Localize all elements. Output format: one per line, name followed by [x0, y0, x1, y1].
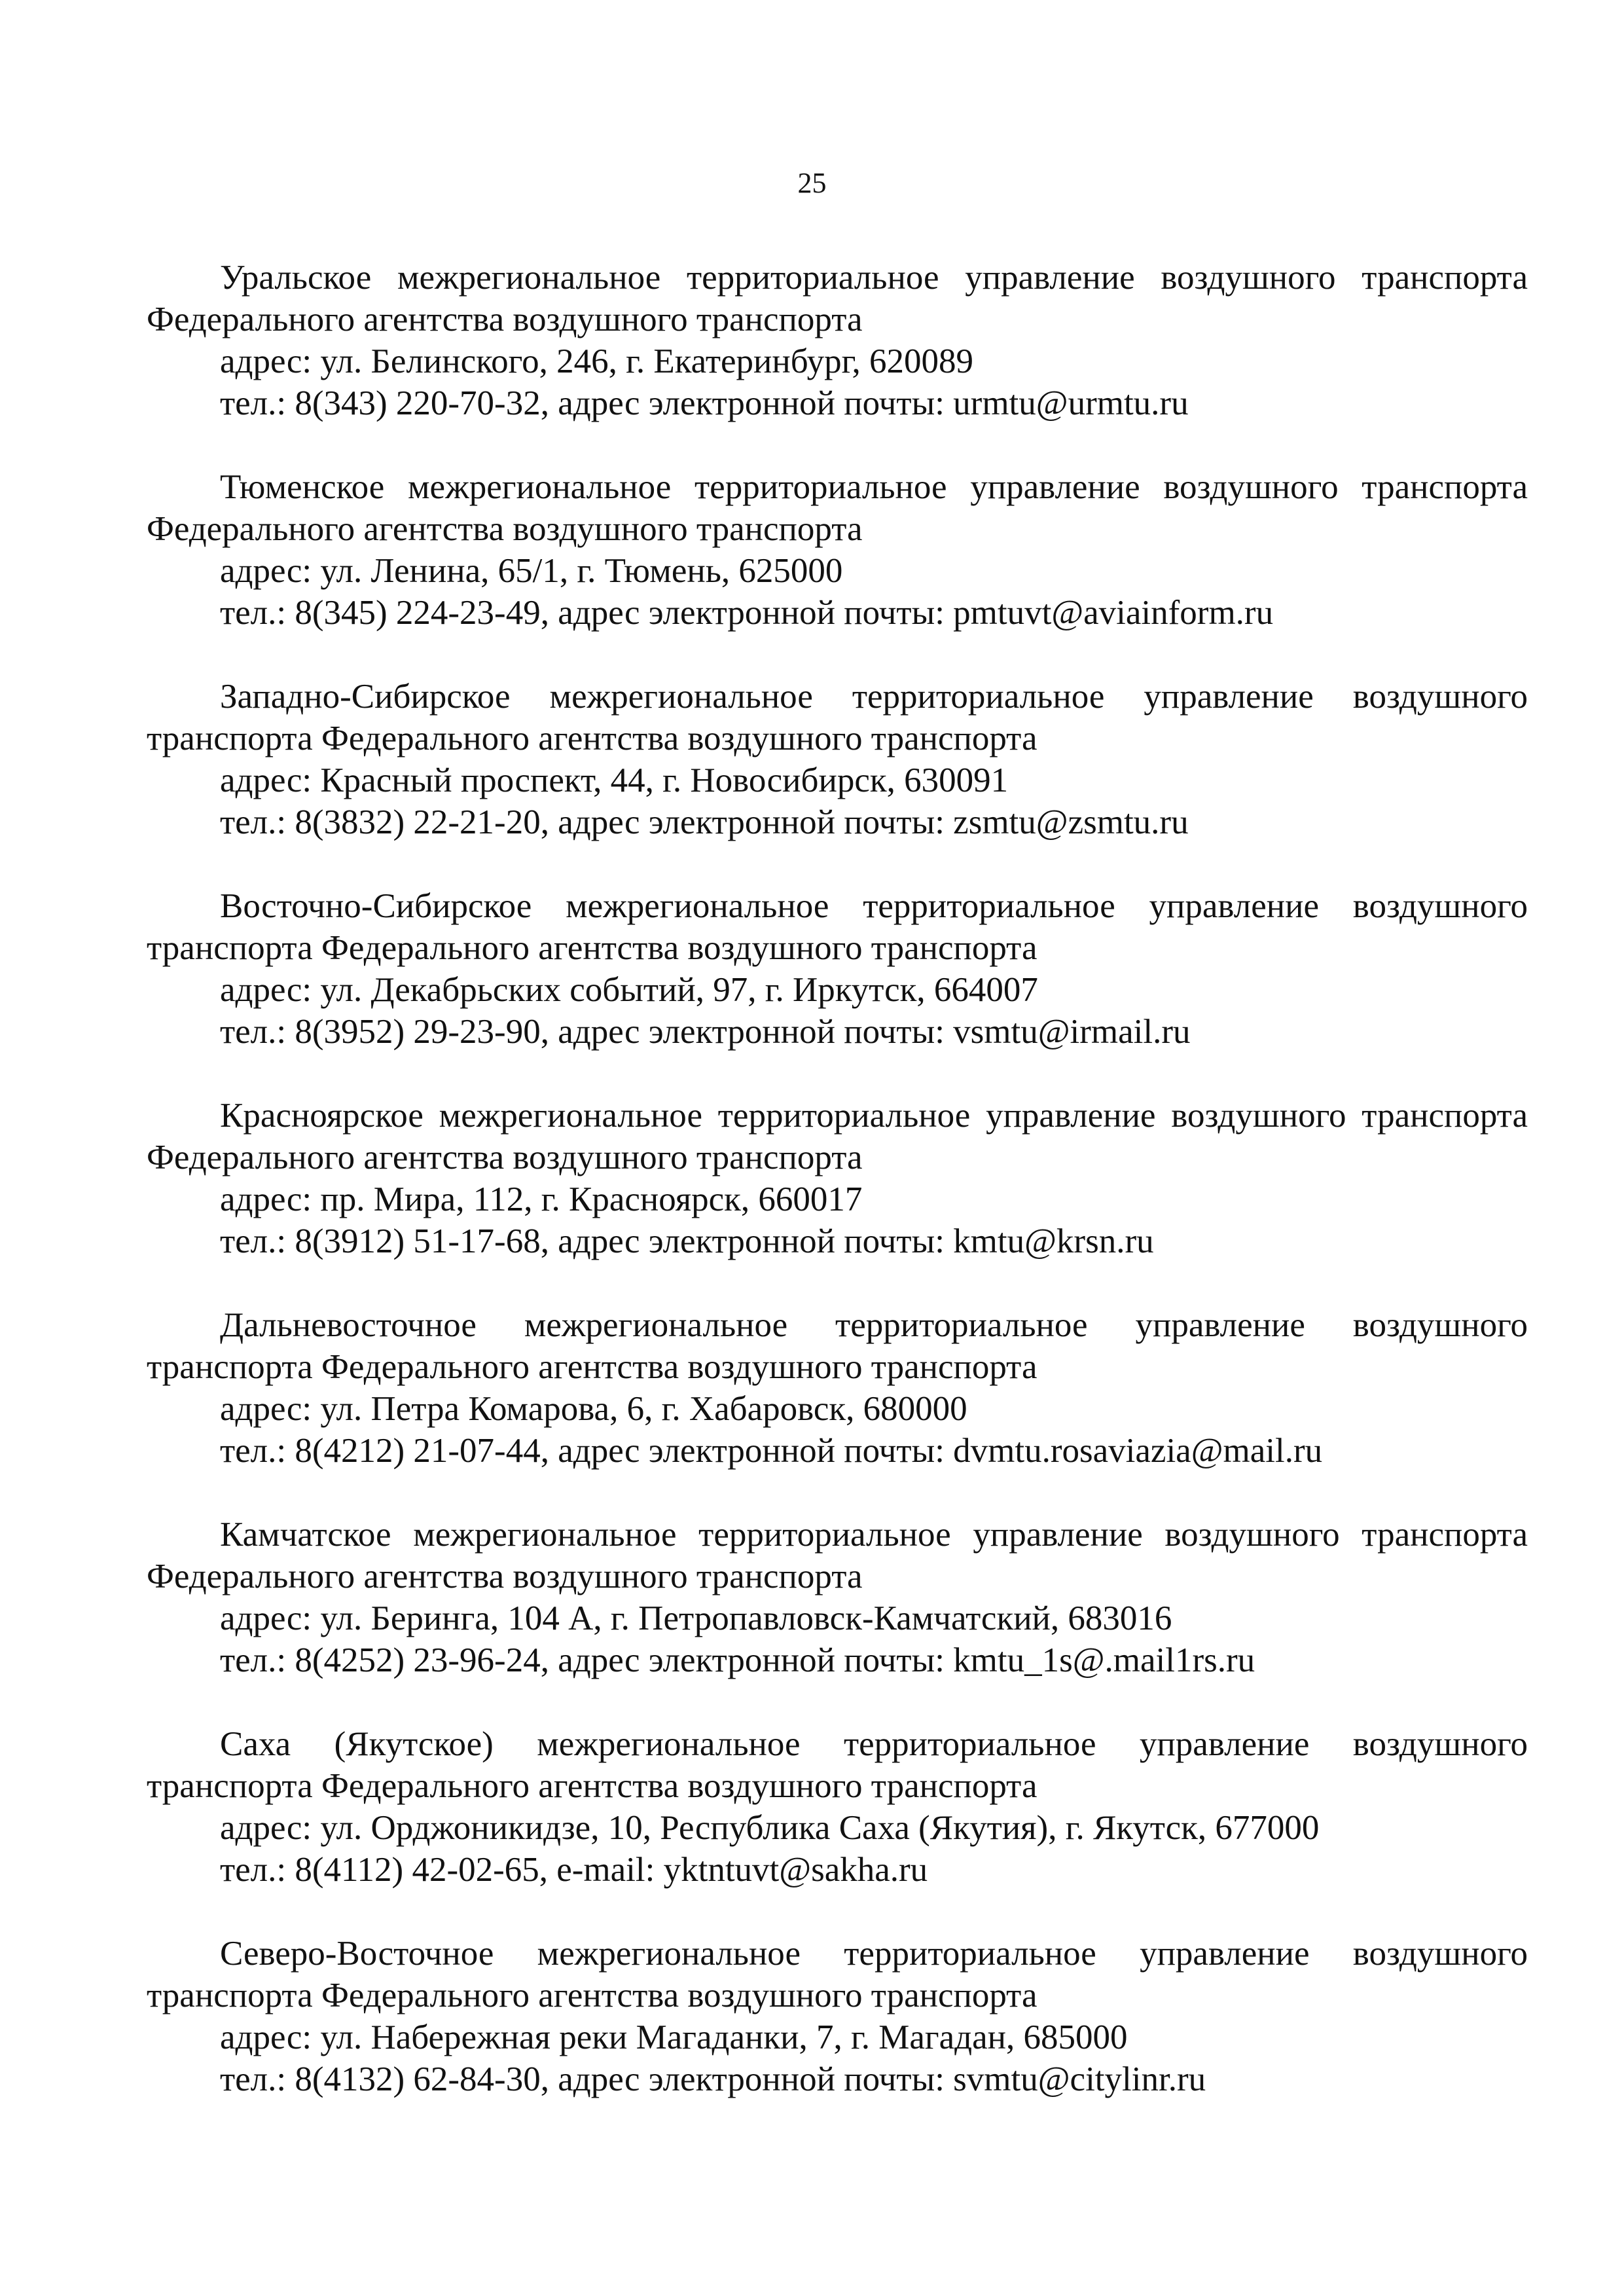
agency-list — [147, 257, 1528, 2142]
agency-address: адрес: ул. Декабрьских событий, 97, г. Иркутск, 664007 — [220, 971, 1038, 1009]
agency-name: Дальневосточное межрегиональное территориальное управление воздушного транспорта Федерального агентства воздушного транспорта — [147, 1306, 1528, 1386]
agency-address: адрес: Красный проспект, 44, г. Новосибирск, 630091 — [220, 761, 1009, 799]
agency-entry-kamchatka — [147, 1514, 1528, 1681]
agency-contact: тел.: 8(345) 224-23-49, адрес электронной почты: pmtuvt@aviainform.ru — [220, 594, 1274, 632]
agency-address: адрес: пр. Мира, 112, г. Красноярск, 660017 — [220, 1180, 863, 1218]
agency-address: адрес: ул. Беринга, 104 А, г. Петропавловск-Камчатский, 683016 — [220, 1599, 1172, 1637]
agency-entry-far-eastern — [147, 1304, 1528, 1472]
agency-contact: тел.: 8(4112) 42-02-65, e-mail: yktntuvt@sakha.ru — [220, 1851, 928, 1889]
agency-entry-yakutsk — [147, 1723, 1528, 1891]
agency-contact: тел.: 8(4252) 23-96-24, адрес электронной почты: kmtu_1s@.mail1rs.ru — [220, 1641, 1255, 1679]
agency-address: адрес: ул. Ленина, 65/1, г. Тюмень, 625000 — [220, 552, 843, 590]
agency-address: адрес: ул. Набережная реки Магаданки, 7, г. Магадан, 685000 — [220, 2018, 1128, 2056]
agency-contact: тел.: 8(3832) 22-21-20, адрес электронной почты: zsmtu@zsmtu.ru — [220, 803, 1189, 841]
agency-contact: тел.: 8(343) 220-70-32, адрес электронной почты: urmtu@urmtu.ru — [220, 384, 1189, 422]
agency-name: Красноярское межрегиональное территориальное управление воздушного транспорта Федерального агентства воздушного транспорта — [147, 1097, 1528, 1176]
agency-entry-krasnoyarsk — [147, 1095, 1528, 1262]
page-number: 25 — [797, 167, 827, 199]
agency-name: Западно-Сибирское межрегиональное территориальное управление воздушного транспорта Федерального агентства воздушного транспорта — [147, 678, 1528, 757]
agency-entry-ural — [147, 257, 1528, 424]
agency-name: Тюменское межрегиональное территориальное управление воздушного транспорта Федерального агентства воздушного транспорта — [147, 468, 1528, 548]
agency-name: Камчатское межрегиональное территориальное управление воздушного транспорта Федерального агентства воздушного транспорта — [147, 1516, 1528, 1595]
agency-name: Восточно-Сибирское межрегиональное территориальное управление воздушного транспорта Федерального агентства воздушного транспорта — [147, 887, 1528, 967]
agency-entry-tyumen — [147, 466, 1528, 634]
agency-entry-east-siberian — [147, 885, 1528, 1053]
agency-name: Северо-Восточное межрегиональное территориальное управление воздушного транспорта Федерального агентства воздушного транспорта — [147, 1935, 1528, 2014]
agency-address: адрес: ул. Орджоникидзе, 10, Республика Саха (Якутия), г. Якутск, 677000 — [220, 1809, 1320, 1847]
agency-contact: тел.: 8(4132) 62-84-30, адрес электронной почты: svmtu@citylinr.ru — [220, 2060, 1206, 2098]
agency-contact: тел.: 8(4212) 21-07-44, адрес электронной почты: dvmtu.rosaviazia@mail.ru — [220, 1432, 1323, 1470]
agency-name: Саха (Якутское) межрегиональное территориальное управление воздушного транспорта Федерального агентства воздушного транспорта — [147, 1725, 1528, 1805]
agency-name: Уральское межрегиональное территориальное управление воздушного транспорта Федерального агентства воздушного транспорта — [147, 259, 1528, 338]
agency-address: адрес: ул. Белинского, 246, г. Екатеринбург, 620089 — [220, 342, 973, 380]
agency-contact: тел.: 8(3912) 51-17-68, адрес электронной почты: kmtu@krsn.ru — [220, 1222, 1154, 1260]
agency-contact: тел.: 8(3952) 29-23-90, адрес электронной почты: vsmtu@irmail.ru — [220, 1013, 1191, 1051]
agency-entry-north-eastern — [147, 1933, 1528, 2100]
agency-address: адрес: ул. Петра Комарова, 6, г. Хабаровск, 680000 — [220, 1390, 967, 1428]
agency-entry-west-siberian — [147, 676, 1528, 843]
